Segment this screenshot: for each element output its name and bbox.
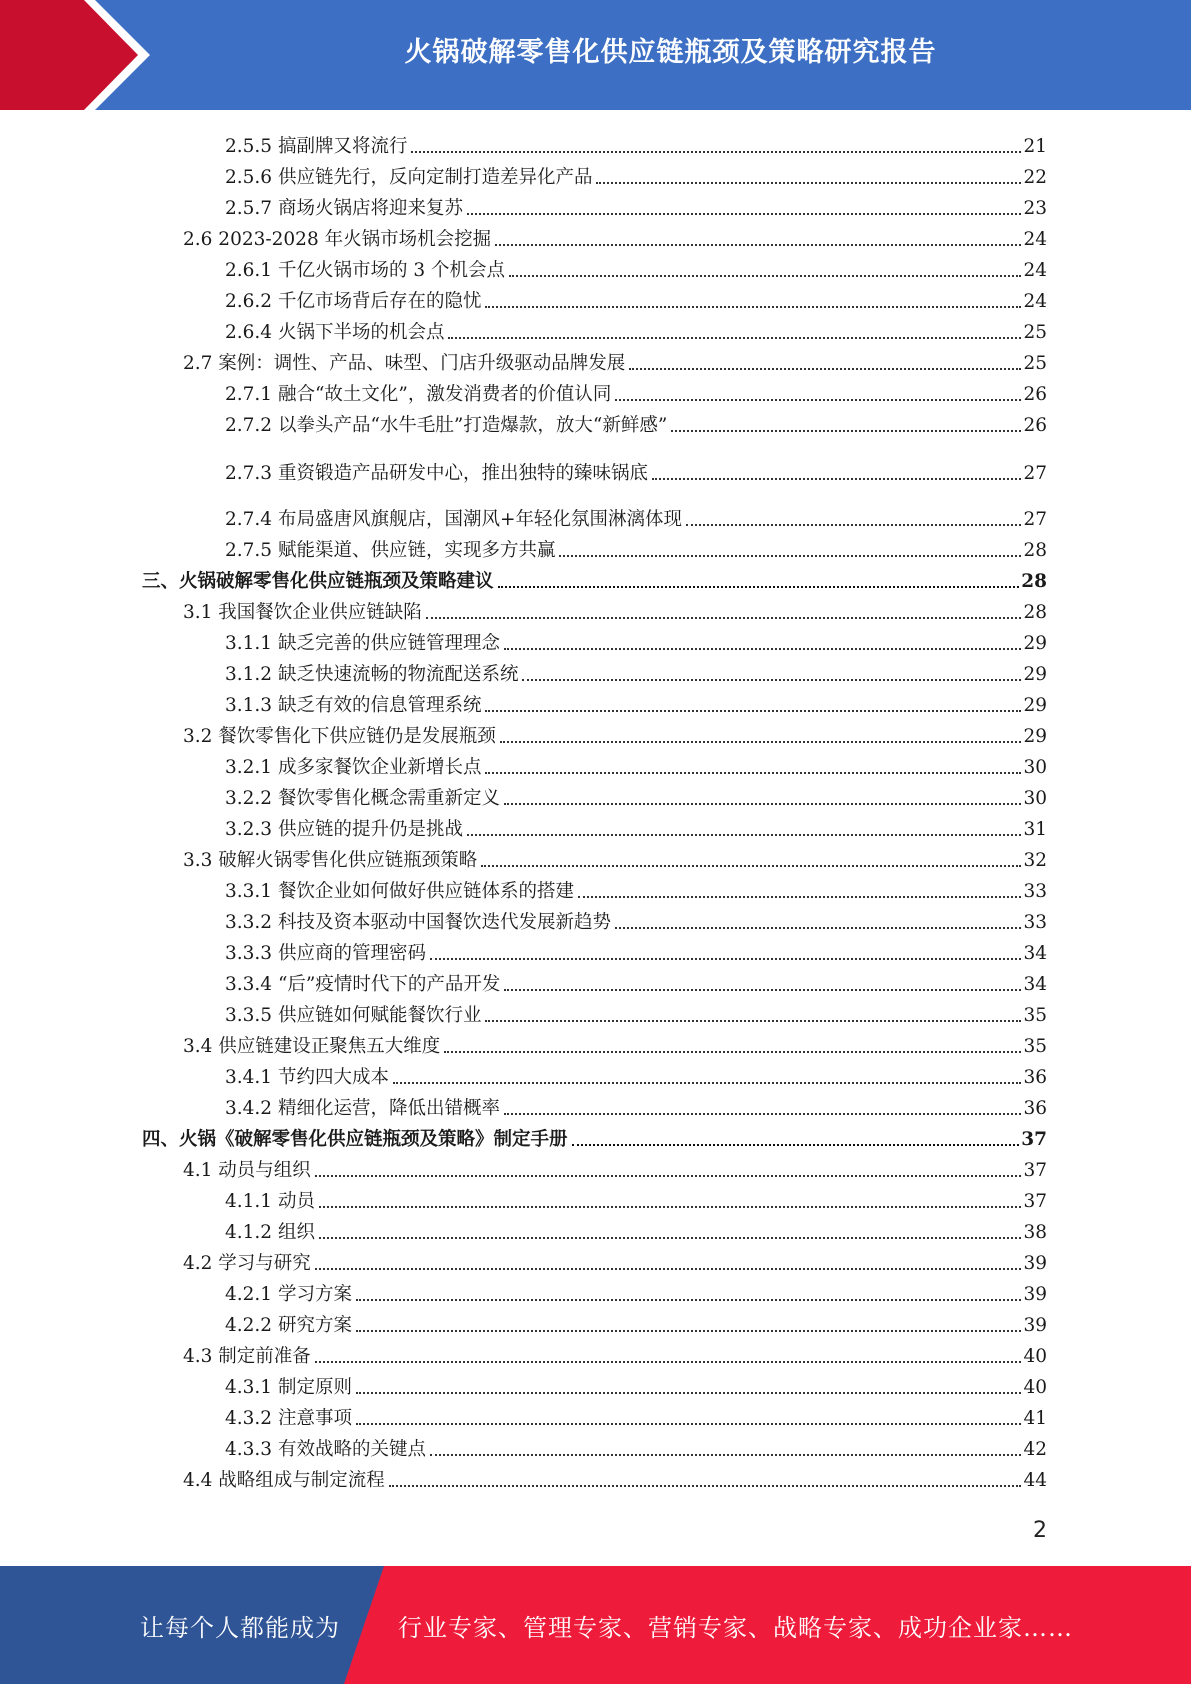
toc-dot-leader <box>596 182 1021 184</box>
toc-entry-page: 39 <box>1023 1315 1047 1336</box>
toc-dot-leader <box>481 865 1021 867</box>
toc-entry-label: 4.2.2 研究方案 <box>225 1315 352 1336</box>
toc-entry-page: 37 <box>1023 1160 1047 1181</box>
toc-entry-page: 26 <box>1023 384 1047 405</box>
toc-entry-page: 39 <box>1023 1253 1047 1274</box>
toc-entry-label: 2.7.5 赋能渠道、供应链，实现多方共赢 <box>225 540 556 561</box>
toc-dot-leader <box>485 306 1021 308</box>
toc-entry-page: 27 <box>1023 463 1047 484</box>
toc-dot-leader <box>495 244 1021 246</box>
page-number: 2 <box>1033 1518 1047 1543</box>
toc-entry[interactable] <box>225 161 1047 189</box>
toc-entry-page: 35 <box>1023 1005 1047 1026</box>
toc-dot-leader <box>671 430 1021 432</box>
footer-slogan-right: 行业专家、管理专家、营销专家、战略专家、成功企业家…… <box>398 1613 1073 1642</box>
toc-entry[interactable] <box>225 751 1047 779</box>
toc-entry-page: 33 <box>1023 912 1047 933</box>
toc-entry[interactable] <box>225 689 1047 717</box>
toc-dot-leader <box>485 772 1021 774</box>
toc-entry[interactable] <box>225 906 1047 934</box>
toc-dot-leader <box>319 1237 1022 1239</box>
toc-entry-label: 3.1 我国餐饮企业供应链缺陷 <box>183 602 422 623</box>
toc-entry[interactable] <box>225 285 1047 313</box>
toc-dot-leader <box>615 927 1021 929</box>
toc-entry-label: 3.4 供应链建设正聚焦五大维度 <box>183 1036 441 1057</box>
toc-entry-page: 41 <box>1023 1408 1047 1429</box>
toc-entry-page: 32 <box>1023 850 1047 871</box>
toc-entry[interactable] <box>142 565 1047 593</box>
toc-entry-page: 36 <box>1023 1098 1047 1119</box>
toc-dot-leader <box>572 1144 1020 1146</box>
toc-entry-page: 28 <box>1023 540 1047 561</box>
toc-entry[interactable] <box>142 1123 1047 1151</box>
toc-dot-leader <box>315 1361 1022 1363</box>
toc-entry-page: 24 <box>1023 291 1047 312</box>
toc-entry[interactable] <box>225 782 1047 810</box>
toc-entry[interactable] <box>225 1061 1047 1089</box>
toc-entry[interactable] <box>225 316 1047 344</box>
toc-dot-leader <box>356 1330 1022 1332</box>
toc-entry[interactable] <box>225 813 1047 841</box>
toc-entry-label: 2.7 案例：调性、产品、味型、门店升级驱动品牌发展 <box>183 353 626 374</box>
toc-entry-label: 4.3.2 注意事项 <box>225 1408 352 1429</box>
toc-dot-leader <box>356 1392 1022 1394</box>
toc-entry-label: 4.4 战略组成与制定流程 <box>183 1470 385 1491</box>
toc-dot-leader <box>411 151 1021 153</box>
toc-dot-leader <box>615 399 1021 401</box>
toc-entry-label: 3.3 破解火锅零售化供应链瓶颈策略 <box>183 850 478 871</box>
toc-entry-page: 24 <box>1023 260 1047 281</box>
toc-entry-label: 3.2.2 餐饮零售化概念需重新定义 <box>225 788 500 809</box>
toc-entry-page: 29 <box>1023 664 1047 685</box>
toc-entry-label: 3.3.4 “后”疫情时代下的产品开发 <box>225 974 501 995</box>
toc-entry[interactable] <box>183 223 1047 251</box>
toc-dot-leader <box>485 710 1021 712</box>
toc-entry-label: 2.5.7 商场火锅店将迎来复苏 <box>225 198 463 219</box>
toc-entry-label: 2.7.1 融合“故土文化”，激发消费者的价值认同 <box>225 384 612 405</box>
toc-entry-label: 2.6.2 千亿市场背后存在的隐忧 <box>225 291 482 312</box>
page-header <box>0 0 1191 110</box>
toc-dot-leader <box>430 958 1021 960</box>
toc-dot-leader <box>430 1454 1021 1456</box>
toc-entry-label: 3.4.1 节约四大成本 <box>225 1067 389 1088</box>
toc-entry[interactable] <box>225 968 1047 996</box>
toc-entry[interactable] <box>225 875 1047 903</box>
toc-dot-leader <box>467 834 1021 836</box>
toc-entry-page: 26 <box>1023 415 1047 436</box>
toc-entry-page: 40 <box>1023 1377 1047 1398</box>
toc-entry-page: 34 <box>1023 974 1047 995</box>
toc-entry-page: 28 <box>1021 571 1047 592</box>
toc-entry[interactable] <box>225 503 1047 531</box>
toc-dot-leader <box>356 1299 1022 1301</box>
toc-entry-label: 3.1.3 缺乏有效的信息管理系统 <box>225 695 482 716</box>
toc-dot-leader <box>500 741 1022 743</box>
toc-dot-leader <box>444 1051 1021 1053</box>
toc-dot-leader <box>504 1113 1021 1115</box>
toc-entry-label: 2.5.6 供应链先行，反向定制打造差异化产品 <box>225 167 593 188</box>
toc-entry[interactable] <box>225 1216 1047 1244</box>
toc-dot-leader <box>319 1206 1022 1208</box>
toc-entry-page: 31 <box>1023 819 1047 840</box>
toc-entry-label: 3.4.2 精细化运营，降低出错概率 <box>225 1098 500 1119</box>
toc-entry-page: 22 <box>1023 167 1047 188</box>
toc-entry[interactable] <box>225 1433 1047 1461</box>
toc-entry-label: 4.1.1 动员 <box>225 1191 315 1212</box>
toc-entry-page: 21 <box>1023 136 1047 157</box>
report-title: 火锅破解零售化供应链瓶颈及策略研究报告 <box>404 36 937 68</box>
toc-entry[interactable] <box>225 999 1047 1027</box>
toc-entry[interactable] <box>183 720 1047 748</box>
toc-dot-leader <box>426 617 1022 619</box>
toc-entry[interactable] <box>225 1309 1047 1337</box>
toc-entry-label: 3.2.1 成多家餐饮企业新增长点 <box>225 757 482 778</box>
header-chevron-decoration <box>0 0 160 110</box>
toc-dot-leader <box>522 679 1021 681</box>
toc-entry-page: 42 <box>1023 1439 1047 1460</box>
toc-entry[interactable] <box>183 347 1047 375</box>
toc-entry[interactable] <box>225 1402 1047 1430</box>
toc-entry-page: 35 <box>1023 1036 1047 1057</box>
toc-entry-page: 27 <box>1023 509 1047 530</box>
toc-dot-leader <box>467 213 1021 215</box>
toc-entry-label: 3.3.3 供应商的管理密码 <box>225 943 426 964</box>
toc-entry-label: 4.3 制定前准备 <box>183 1346 311 1367</box>
toc-entry[interactable] <box>225 457 1047 485</box>
toc-entry-label: 四、火锅《破解零售化供应链瓶颈及策略》制定手册 <box>142 1129 568 1150</box>
toc-dot-leader <box>498 586 1020 588</box>
toc-entry[interactable] <box>183 596 1047 624</box>
toc-entry-page: 25 <box>1023 322 1047 343</box>
toc-entry[interactable] <box>225 627 1047 655</box>
footer-slogan-left: 让每个人都能成为 <box>140 1613 340 1642</box>
toc-entry-page: 33 <box>1023 881 1047 902</box>
toc-entry-label: 3.1.1 缺乏完善的供应链管理理念 <box>225 633 500 654</box>
toc-entry-page: 44 <box>1023 1470 1047 1491</box>
toc-entry-label: 2.7.3 重资锻造产品研发中心，推出独特的臻味锅底 <box>225 463 648 484</box>
toc-entry-label: 4.1.2 组织 <box>225 1222 315 1243</box>
toc-entry-page: 30 <box>1023 788 1047 809</box>
toc-entry[interactable] <box>225 192 1047 220</box>
toc-entry[interactable] <box>225 378 1047 406</box>
toc-entry-page: 39 <box>1023 1284 1047 1305</box>
toc-entry-page: 30 <box>1023 757 1047 778</box>
toc-dot-leader <box>504 648 1021 650</box>
toc-dot-leader <box>356 1423 1022 1425</box>
toc-entry[interactable] <box>225 254 1047 282</box>
page-footer <box>0 1566 1191 1684</box>
toc-dot-leader <box>389 1485 1022 1487</box>
toc-entry-page: 28 <box>1023 602 1047 623</box>
toc-entry[interactable] <box>183 1247 1047 1275</box>
toc-entry-label: 4.1 动员与组织 <box>183 1160 311 1181</box>
toc-entry-page: 37 <box>1023 1191 1047 1212</box>
toc-entry-label: 2.6.1 千亿火锅市场的 3 个机会点 <box>225 260 505 281</box>
toc-dot-leader <box>509 275 1021 277</box>
toc-entry-page: 24 <box>1023 229 1047 250</box>
toc-entry[interactable] <box>183 1340 1047 1368</box>
toc-entry-label: 3.2 餐饮零售化下供应链仍是发展瓶颈 <box>183 726 496 747</box>
toc-entry[interactable] <box>225 1092 1047 1120</box>
toc-entry[interactable] <box>225 409 1047 437</box>
toc-entry-page: 34 <box>1023 943 1047 964</box>
toc-entry-label: 3.2.3 供应链的提升仍是挑战 <box>225 819 463 840</box>
toc-entry[interactable] <box>183 844 1047 872</box>
toc-dot-leader <box>504 989 1021 991</box>
toc-entry-page: 25 <box>1023 353 1047 374</box>
toc-entry-page: 38 <box>1023 1222 1047 1243</box>
toc-entry-label: 2.6.4 火锅下半场的机会点 <box>225 322 445 343</box>
toc-entry-label: 3.3.2 科技及资本驱动中国餐饮迭代发展新趋势 <box>225 912 611 933</box>
toc-entry[interactable] <box>225 130 1047 158</box>
toc-dot-leader <box>559 555 1021 557</box>
toc-entry-label: 2.7.2 以拳头产品“水牛毛肚”打造爆款，放大“新鲜感” <box>225 415 668 436</box>
toc-entry-label: 3.3.1 餐饮企业如何做好供应链体系的搭建 <box>225 881 574 902</box>
toc-entry-label: 2.6 2023-2028 年火锅市场机会挖掘 <box>183 229 492 250</box>
toc-entry[interactable] <box>183 1030 1047 1058</box>
toc-entry-label: 3.1.2 缺乏快速流畅的物流配送系统 <box>225 664 519 685</box>
toc-entry[interactable] <box>225 1278 1047 1306</box>
toc-entry-label: 三、火锅破解零售化供应链瓶颈及策略建议 <box>142 571 494 592</box>
toc-entry-page: 29 <box>1023 726 1047 747</box>
toc-entry-label: 2.7.4 布局盛唐风旗舰店，国潮风+年轻化氛围淋漓体现 <box>225 509 682 530</box>
toc-entry[interactable] <box>183 1154 1047 1182</box>
toc-entry[interactable] <box>183 1464 1047 1492</box>
toc-entry-page: 29 <box>1023 695 1047 716</box>
toc-dot-leader <box>578 896 1021 898</box>
toc-entry-page: 23 <box>1023 198 1047 219</box>
toc-entry-page: 37 <box>1021 1129 1047 1150</box>
toc-dot-leader <box>686 524 1021 526</box>
toc-entry[interactable] <box>225 1185 1047 1213</box>
toc-entry-label: 4.2 学习与研究 <box>183 1253 311 1274</box>
toc-entry[interactable] <box>225 534 1047 562</box>
toc-dot-leader <box>448 337 1021 339</box>
toc-dot-leader <box>393 1082 1021 1084</box>
toc-dot-leader <box>315 1268 1022 1270</box>
toc-dot-leader <box>485 1020 1021 1022</box>
toc-dot-leader <box>652 478 1021 480</box>
toc-entry-page: 29 <box>1023 633 1047 654</box>
toc-entry-page: 40 <box>1023 1346 1047 1367</box>
toc-entry-label: 2.5.5 搞副牌又将流行 <box>225 136 408 157</box>
toc-dot-leader <box>315 1175 1022 1177</box>
toc-dot-leader <box>629 368 1021 370</box>
toc-entry-label: 4.3.3 有效战略的关键点 <box>225 1439 426 1460</box>
toc-entry-label: 4.2.1 学习方案 <box>225 1284 352 1305</box>
toc-entry[interactable] <box>225 937 1047 965</box>
toc-entry-label: 3.3.5 供应链如何赋能餐饮行业 <box>225 1005 482 1026</box>
toc-entry-page: 36 <box>1023 1067 1047 1088</box>
toc-entry[interactable] <box>225 1371 1047 1399</box>
toc-entry-label: 4.3.1 制定原则 <box>225 1377 352 1398</box>
toc-entry[interactable] <box>225 658 1047 686</box>
toc-dot-leader <box>504 803 1021 805</box>
